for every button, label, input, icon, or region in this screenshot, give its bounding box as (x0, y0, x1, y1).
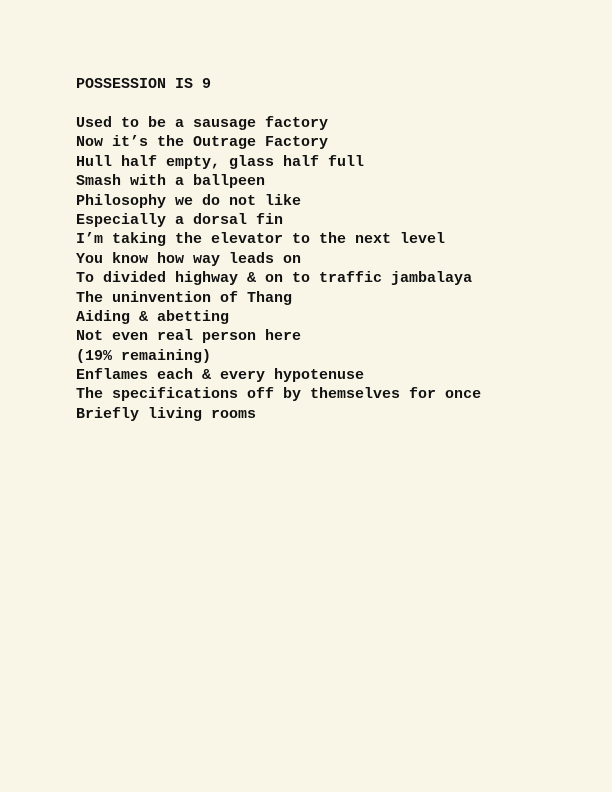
poem-line: Not even real person here (76, 328, 302, 346)
poem-line: The uninvention of Thang (76, 289, 293, 307)
poem-line: Hull half empty, glass half full (76, 153, 365, 171)
poem-line: Aiding & abetting (76, 308, 230, 326)
poem-line: Philosophy we do not like (76, 192, 302, 210)
poem-line: Especially a dorsal fin (76, 211, 284, 229)
poem-line: Used to be a sausage factory (76, 115, 329, 132)
poem-line: (19% remaining) (76, 347, 212, 365)
poem-title: POSSESSION IS 9 (76, 76, 212, 93)
poem-line: Enflames each & every hypotenuse (76, 367, 365, 385)
poem-line: To divided highway & on to traffic jambalaya (76, 270, 473, 288)
poem-body (76, 114, 481, 424)
poem-line: The specifications off by themselves for once (76, 386, 482, 404)
poem-line: I’m taking the elevator to the next level (76, 231, 446, 249)
poem-line: You know how way leads on (76, 250, 302, 268)
poem-line: Now it’s the Outrage Factory (76, 134, 329, 152)
poem-line: Briefly living rooms (76, 405, 257, 423)
poem-line: Smash with a ballpeen (76, 173, 266, 191)
